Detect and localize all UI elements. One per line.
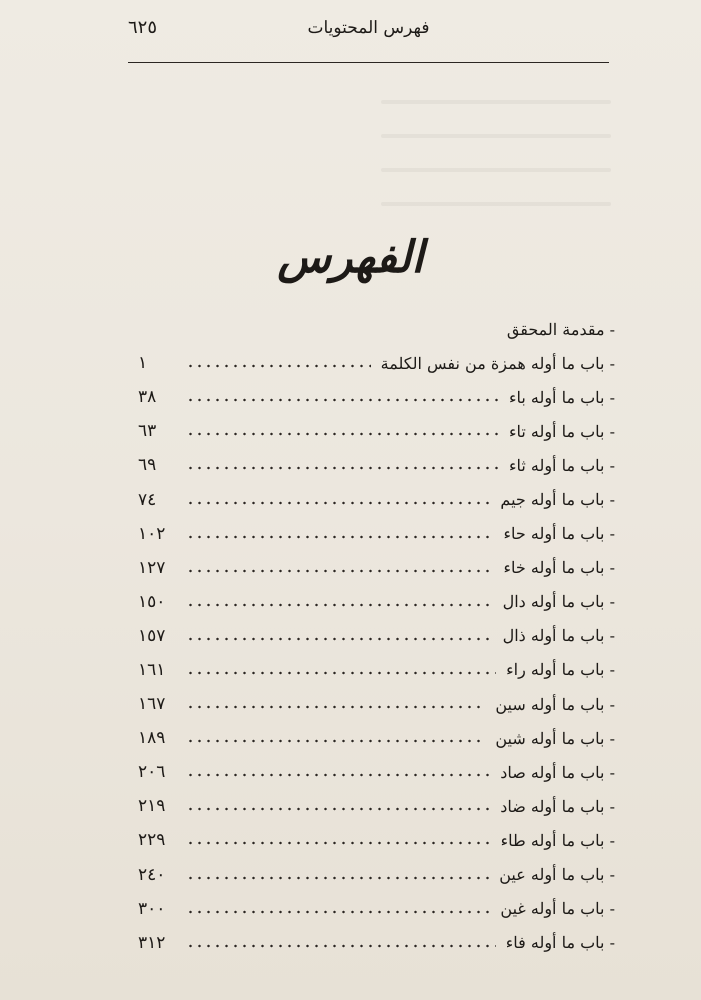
- toc-entry: [138, 653, 615, 687]
- toc-entry-label: - باب ما أوله ثاء: [508, 455, 615, 475]
- dot-leader: [186, 427, 499, 441]
- dot-leader: [186, 836, 491, 850]
- toc-entry-label: - باب ما أوله همزة من نفس الكلمة: [380, 353, 615, 373]
- toc-entry-page: ١٨٩: [138, 728, 166, 749]
- toc-entry-label: - باب ما أوله خاء: [503, 558, 615, 578]
- dot-leader: [186, 802, 490, 816]
- dot-leader: [186, 734, 485, 748]
- dot-leader: [186, 871, 489, 885]
- dot-leader: [186, 496, 490, 510]
- toc-entry: [138, 380, 615, 414]
- toc-entry-page: ١٥٧: [138, 625, 166, 646]
- dot-leader: [186, 598, 493, 612]
- page-title: الفهرس: [277, 232, 424, 283]
- toc-entry: [138, 721, 615, 755]
- dot-leader: [186, 666, 496, 680]
- toc-entry: [138, 755, 615, 789]
- toc-entry: [138, 687, 615, 721]
- toc-entry-label: - باب ما أوله شين: [495, 728, 615, 748]
- toc-entry: [138, 346, 615, 380]
- toc-entry-page: ٦٣: [138, 421, 157, 442]
- toc-entry: [138, 789, 615, 823]
- toc-entry-page: ١٦١: [138, 659, 166, 680]
- dot-leader: [186, 905, 490, 919]
- toc-entry: [138, 619, 615, 653]
- toc-entry-label: - باب ما أوله حاء: [503, 524, 615, 544]
- toc-entry-label: - باب ما أوله ضاد: [500, 796, 615, 816]
- toc-entry-page: ١٥٠: [138, 591, 166, 612]
- running-header-title: فهرس المحتويات: [307, 18, 430, 38]
- toc-entry-label: - باب ما أوله راء: [506, 660, 615, 680]
- toc-entry-page: ٢٢٩: [138, 830, 166, 851]
- show-through-mark: [381, 168, 611, 172]
- toc-entry-page: ٢٠٦: [138, 762, 166, 783]
- dot-leader: [186, 632, 493, 646]
- toc-entry-page: ١٢٧: [138, 557, 166, 578]
- toc-entry-page: ٧٤: [138, 489, 157, 510]
- table-of-contents: [138, 312, 615, 960]
- toc-entry: [138, 482, 615, 516]
- toc-entry-page: ٦٩: [138, 455, 157, 476]
- toc-entry-label: - باب ما أوله سين: [495, 694, 615, 714]
- page-number: ٦٢٥: [128, 17, 158, 38]
- page-header: [128, 16, 609, 63]
- toc-entry-label: - باب ما أوله جيم: [500, 490, 615, 510]
- dot-leader: [186, 530, 494, 544]
- dot-leader: [186, 461, 499, 475]
- dot-leader: [186, 393, 499, 407]
- toc-entry-label: - باب ما أوله دال: [502, 592, 615, 612]
- toc-entry: [138, 585, 615, 619]
- toc-entry-label: - باب ما أوله صاد: [500, 762, 615, 782]
- show-through-mark: [381, 134, 611, 138]
- dot-leader: [186, 359, 371, 373]
- toc-entry-label: - باب ما أوله فاء: [505, 933, 615, 953]
- show-through-mark: [381, 202, 611, 206]
- toc-entry: [138, 448, 615, 482]
- toc-entry: [138, 892, 615, 926]
- toc-entry-label: - باب ما أوله ذال: [502, 626, 615, 646]
- toc-entry: [138, 312, 615, 346]
- toc-entry-label: - باب ما أوله عين: [499, 865, 615, 885]
- dot-leader: [186, 768, 490, 782]
- toc-entry-label: - باب ما أوله طاء: [500, 830, 615, 850]
- toc-entry-label: - مقدمة المحقق: [506, 319, 615, 339]
- toc-entry-page: ٢٤٠: [138, 864, 166, 885]
- toc-entry-page: ١: [138, 353, 148, 374]
- toc-entry-page: ١٦٧: [138, 694, 166, 715]
- dot-leader: [186, 564, 494, 578]
- toc-entry-label: - باب ما أوله غين: [500, 899, 615, 919]
- dot-leader: [186, 939, 496, 953]
- toc-entry: [138, 551, 615, 585]
- toc-entry: [138, 926, 615, 960]
- show-through-mark: [381, 100, 611, 104]
- toc-entry-label: - باب ما أوله باء: [508, 387, 615, 407]
- toc-entry: [138, 823, 615, 857]
- toc-entry-label: - باب ما أوله تاء: [508, 421, 615, 441]
- toc-entry: [138, 858, 615, 892]
- toc-entry: [138, 414, 615, 448]
- toc-entry-page: ٣١٢: [138, 932, 166, 953]
- toc-entry-page: ٢١٩: [138, 796, 166, 817]
- toc-entry: [138, 517, 615, 551]
- dot-leader: [186, 700, 485, 714]
- toc-entry-page: ١٠٢: [138, 523, 166, 544]
- toc-entry-page: ٣٨: [138, 387, 157, 408]
- toc-entry-page: ٣٠٠: [138, 898, 166, 919]
